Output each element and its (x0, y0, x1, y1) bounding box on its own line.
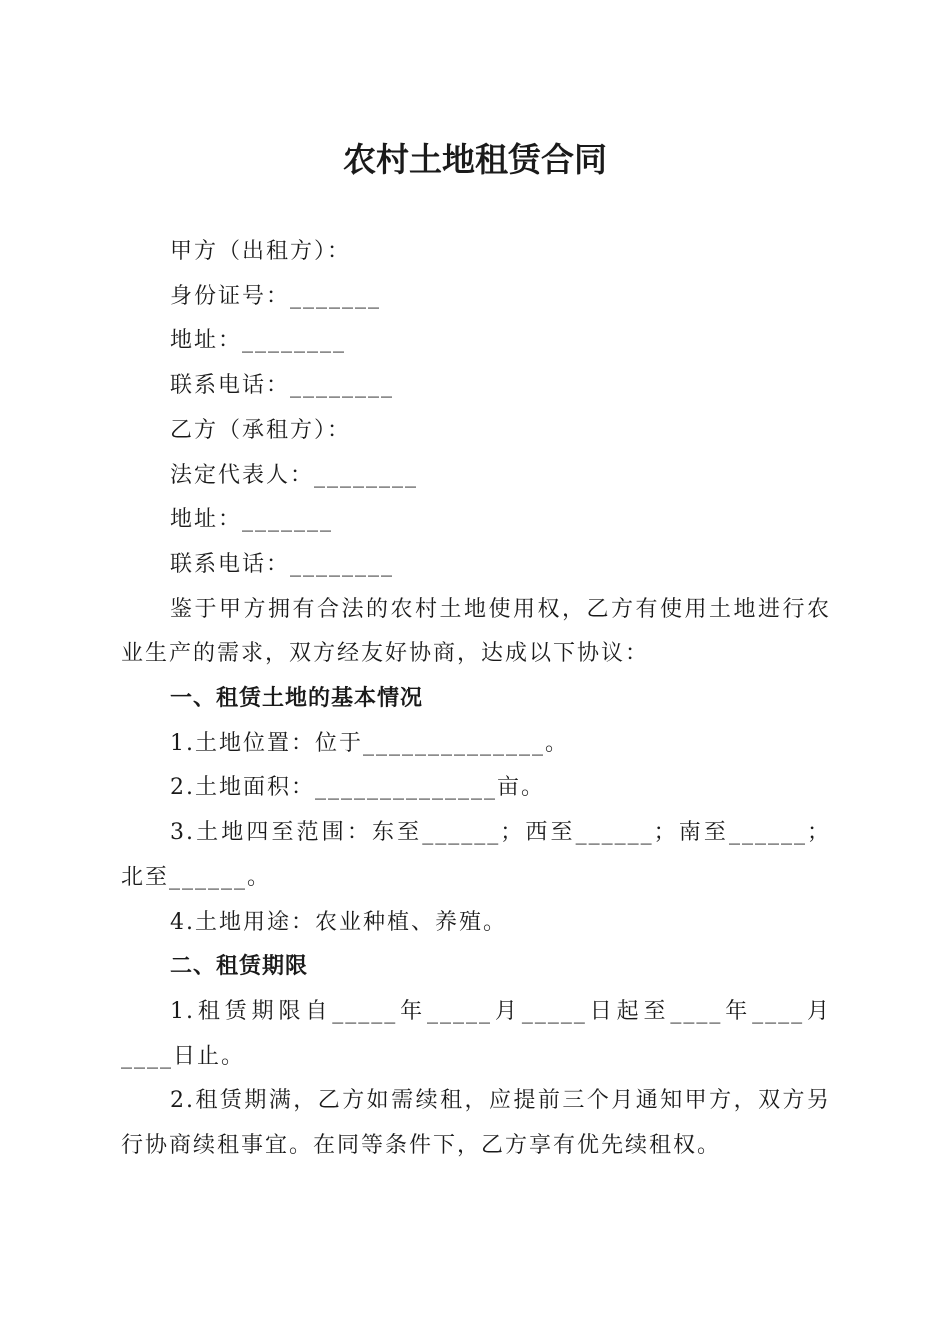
section-1-item-location: 1.土地位置：位于______________。 (170, 730, 569, 756)
preamble-paragraph: 鉴于甲方拥有合法的农村土地使用权，乙方有使用土地进行农业生产的需求，双方经友好协商，达成以下协议： (121, 596, 831, 667)
section-1-item-usage: 4.土地用途：农业种植、养殖。 (170, 909, 507, 935)
section-2-item-term: 1.租赁期限自_____年_____月_____日起至____年____月____日止。 (121, 998, 831, 1069)
party-b-address: 地址：_______ (170, 507, 334, 533)
section-1-item-boundaries: 3.土地四至范围：东至______；西至______；南至______；北至______。 (121, 820, 831, 890)
party-a-phone: 联系电话：________ (170, 373, 395, 399)
contract-body (121, 230, 831, 1169)
section-1-item-area: 2.土地面积：______________亩。 (170, 775, 545, 801)
section-2-heading: 二、租赁期限 (170, 954, 309, 980)
party-b-phone: 联系电话：________ (170, 551, 395, 577)
party-b-label: 乙方（承租方）： (170, 417, 352, 443)
party-a-label: 甲方（出租方）： (170, 239, 352, 264)
document-title: 农村土地租赁合同 (343, 140, 607, 179)
party-b-legal-rep: 法定代表人：________ (170, 462, 419, 488)
party-a-address: 地址：________ (170, 328, 347, 354)
section-2-item-renewal: 2.租赁期满，乙方如需续租，应提前三个月通知甲方，双方另行协商续租事宜。在同等条件下，乙方享有优先续租权。 (121, 1088, 831, 1159)
party-a-id-number: 身份证号：_______ (170, 283, 382, 309)
section-1-heading: 一、租赁土地的基本情况 (170, 686, 424, 712)
